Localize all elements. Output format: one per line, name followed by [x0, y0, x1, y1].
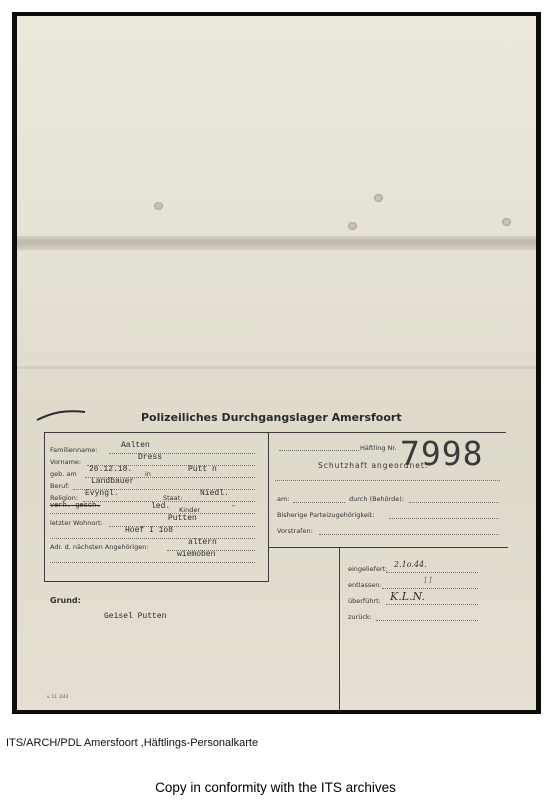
field-line — [109, 453, 255, 454]
haeftling-line — [279, 450, 359, 451]
field-line — [386, 604, 478, 605]
form-top-rule — [44, 432, 506, 433]
schutzhaft-heading: Schutzhaft angeordnet: — [318, 461, 429, 470]
adr-value-2: wiemoben — [177, 550, 216, 559]
punch-hole — [154, 202, 163, 210]
kinder-label: Kinder — [179, 506, 200, 514]
field-line — [382, 588, 478, 589]
field-line — [319, 534, 499, 535]
ueberfuehrt-value: K.L.N. — [390, 590, 425, 603]
dates-divider — [339, 548, 340, 710]
zurueck-label: zurück: — [348, 613, 372, 621]
staat-value: Niedl. — [200, 489, 229, 498]
punch-hole — [348, 222, 357, 230]
geb-in-value: Putt n — [188, 465, 217, 474]
paper-fold-lower — [17, 366, 536, 369]
vorstrafen-label: Vorstrafen: — [277, 527, 313, 535]
partei-label: Bisherige Parteizugehörigkeit: — [277, 511, 375, 519]
kinder-value: - — [231, 502, 236, 511]
eingeliefert-value: 2.1o.44. — [394, 560, 427, 569]
vorname-label: Vorname: — [50, 458, 82, 466]
archive-caption: ITS/ARCH/PDL Amersfoort ,Häftlings-Personalkarte — [6, 737, 259, 749]
eingeliefert-label: eingeliefert: — [348, 565, 388, 573]
punch-hole — [374, 194, 383, 202]
grund-label: Grund: — [50, 596, 81, 605]
haeftling-label: Häftling Nr. — [360, 444, 397, 452]
beruf-value: Landbauer — [91, 477, 135, 486]
left-box-border — [44, 432, 45, 582]
scanned-document — [12, 12, 541, 714]
paper-card — [17, 16, 536, 710]
field-line — [389, 518, 499, 519]
card-title: Polizeiliches Durchgangslager Amersfoort — [141, 411, 402, 424]
punch-hole — [502, 218, 511, 226]
field-line — [50, 562, 255, 563]
entlassen-value: 11 — [423, 576, 434, 585]
adr-label: Adr. d. nächsten Angehörigen: — [50, 543, 149, 551]
wohnort-value: Putten — [168, 514, 197, 523]
field-line — [376, 620, 478, 621]
wohnort-value-2: Hoef I 1o8 — [125, 526, 174, 535]
stand-struck: verh. gesch. — [50, 502, 101, 510]
religion-value: Evyngl. — [85, 489, 119, 498]
religion-label: Religion: — [50, 494, 79, 502]
stand-value: led. — [151, 502, 171, 511]
schutzhaft-durch-label: durch (Behörde): — [349, 495, 405, 503]
left-box-right-border — [268, 432, 269, 582]
adr-value-1: altern — [188, 538, 217, 547]
geb-date-value: 26.12.18. — [89, 465, 133, 474]
field-line — [386, 572, 478, 573]
field-line — [275, 480, 500, 481]
staat-label: Staat: — [163, 494, 183, 502]
paper-fold — [17, 236, 536, 250]
beruf-label: Beruf: — [50, 482, 70, 490]
grund-value: Geisel Putten — [104, 612, 167, 621]
vorname-value: Dress — [138, 453, 163, 462]
wohnort-label: letzter Wohnort: — [50, 519, 103, 527]
geb-in-label: in — [145, 470, 151, 478]
field-line — [50, 513, 255, 514]
field-line — [409, 502, 499, 503]
pen-mark — [35, 402, 115, 424]
entlassen-label: entlassen: — [348, 581, 382, 589]
conformity-footer: Copy in conformity with the ITS archives — [155, 780, 396, 795]
haeftling-number: 7998 — [400, 434, 484, 473]
right-box-divider — [268, 547, 508, 548]
geb-label: geb. am — [50, 470, 77, 478]
field-line — [293, 502, 345, 503]
familienname-value: Aalten — [121, 441, 150, 450]
print-mark: v. 11. 2/43 — [47, 694, 69, 699]
ueberfuehrt-label: überführt: — [348, 597, 381, 605]
field-line — [50, 538, 255, 539]
left-box-bottom — [44, 581, 269, 582]
schutzhaft-am-label: am: — [277, 495, 290, 503]
familienname-label: Familienname: — [50, 446, 98, 454]
